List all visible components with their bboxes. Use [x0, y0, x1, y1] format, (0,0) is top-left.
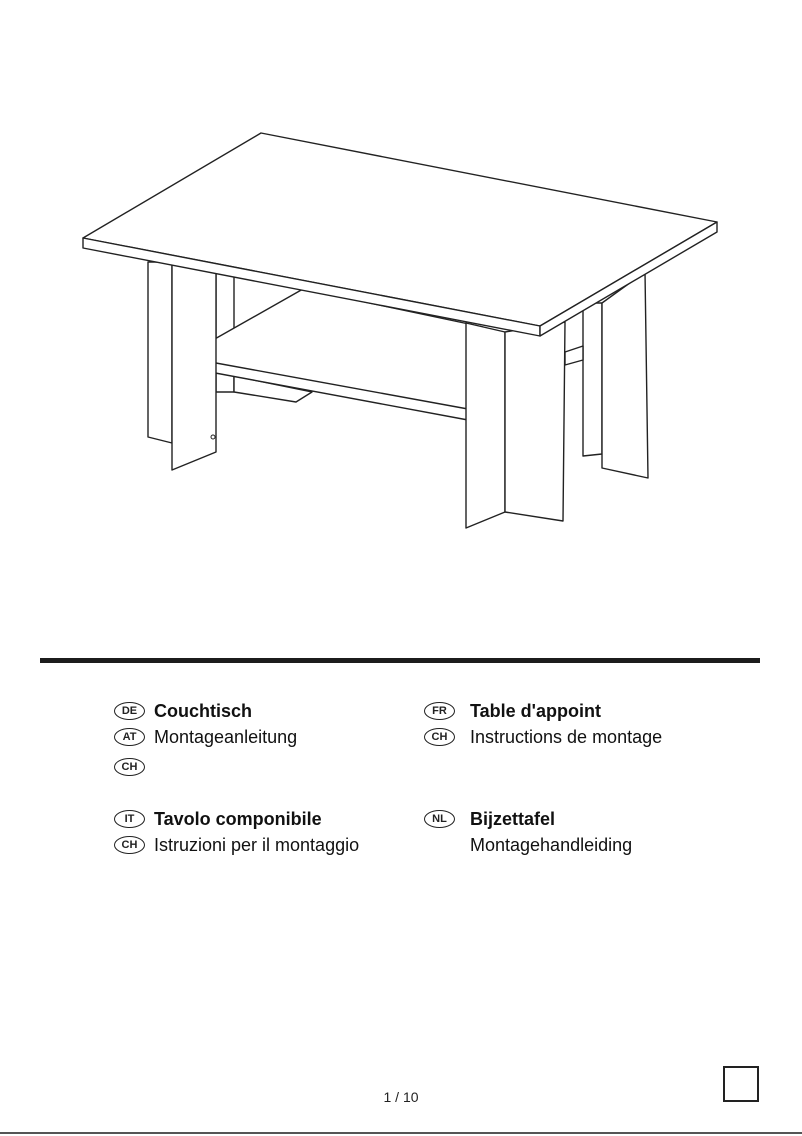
country-badge-nl: NL: [424, 810, 455, 828]
table-crossbar-right: [565, 346, 583, 365]
product-subtitle-it: Istruzioni per il montaggio: [154, 835, 360, 855]
product-title-it: Tavolo componibile: [154, 809, 322, 829]
product-block-it: [114, 810, 414, 870]
product-block-de: [114, 702, 414, 782]
country-badge-at: AT: [114, 728, 145, 746]
bottom-border: [0, 1132, 802, 1134]
product-title-nl: Bijzettafel: [470, 809, 556, 829]
table-leg-back-left: [148, 262, 172, 443]
corner-box: [723, 1066, 759, 1102]
product-subtitle-nl: Montagehandleiding: [470, 835, 633, 855]
product-subtitle-de: Montageanleitung: [154, 727, 298, 747]
page-indicator: 1 / 10: [383, 1089, 419, 1105]
country-badge-ch: CH: [114, 758, 145, 776]
product-title-fr: Table d'appoint: [470, 701, 601, 721]
section-divider: [40, 658, 760, 663]
product-block-nl: [424, 810, 764, 870]
table-leg-front-right-side: [505, 322, 565, 521]
table-leg-front-right: [466, 323, 505, 528]
country-badge-fr: FR: [424, 702, 455, 720]
product-subtitle-fr: Instructions de montage: [470, 727, 663, 747]
product-title-de: Couchtisch: [154, 701, 253, 721]
country-badge-it: IT: [114, 810, 145, 828]
country-badge-ch: CH: [114, 836, 145, 854]
table-leg-front-left: [172, 262, 216, 470]
country-badge-ch: CH: [424, 728, 455, 746]
product-block-fr: [424, 702, 764, 762]
table-leg-back-right: [583, 303, 602, 456]
table-leg-back-right-wide: [602, 272, 648, 478]
country-badge-de: DE: [114, 702, 145, 720]
